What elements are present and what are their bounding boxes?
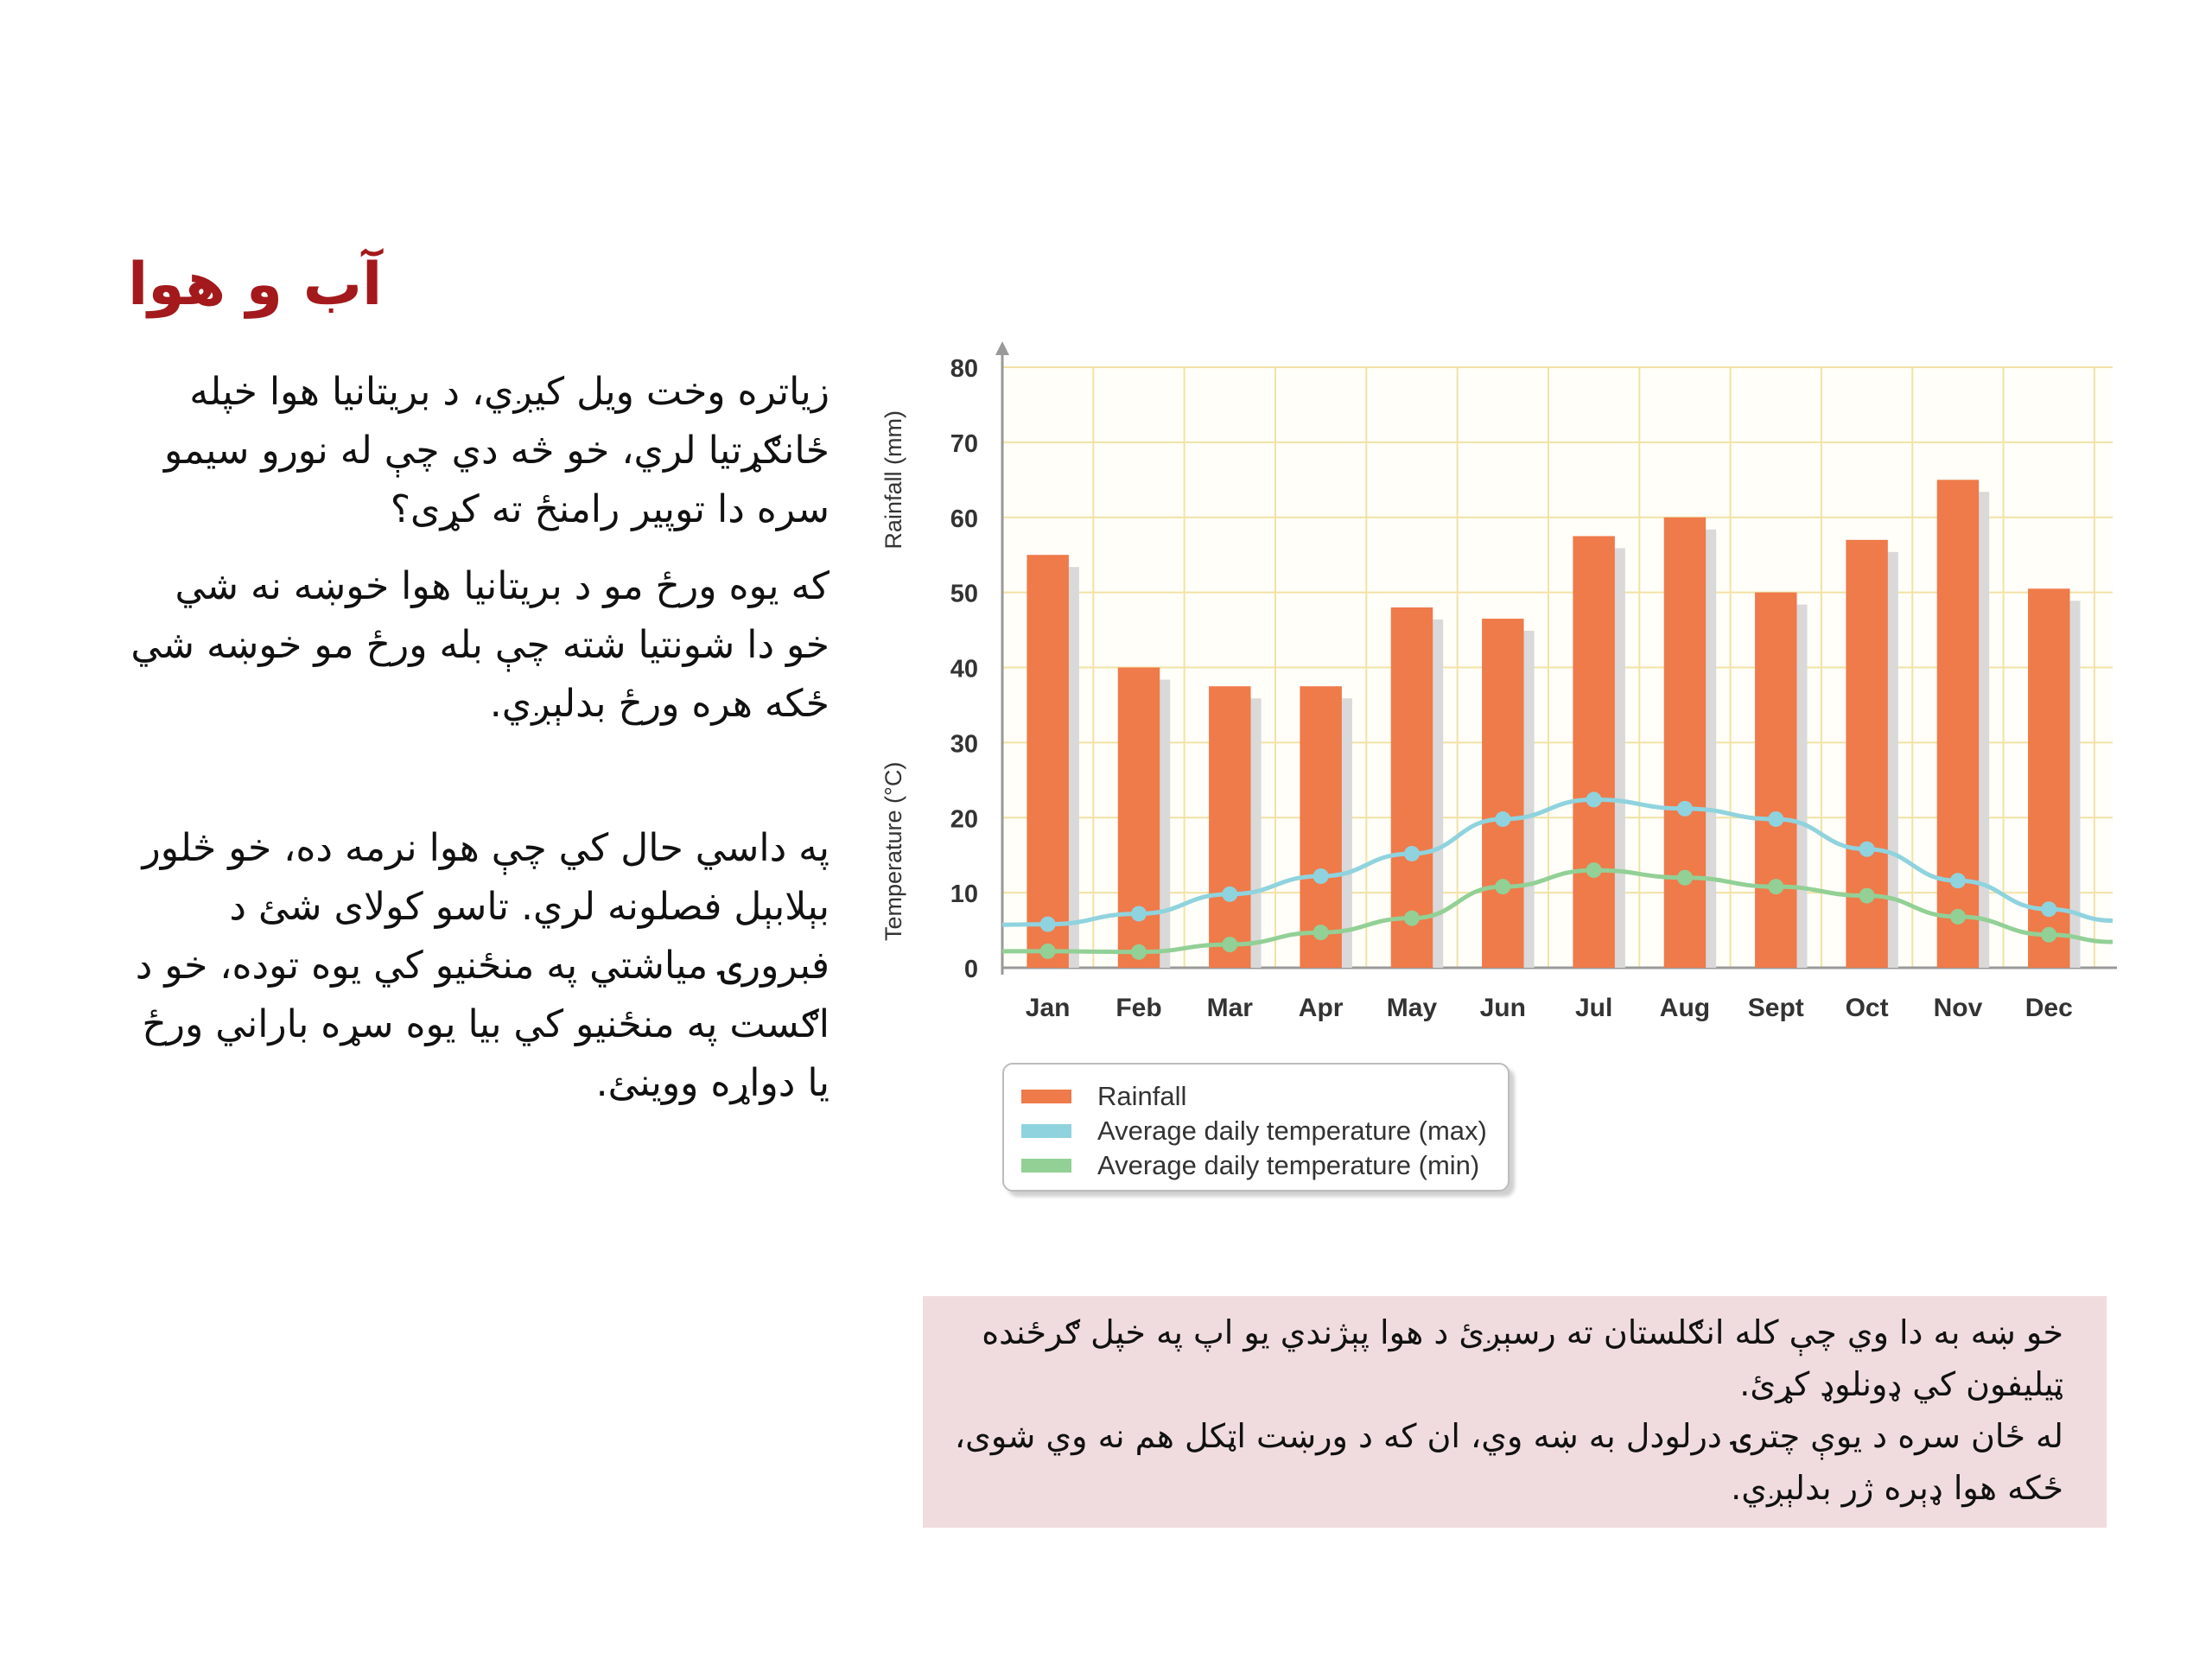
point-temp-min [1859,888,1875,904]
x-tick-label: Mar [1206,994,1253,1022]
y-tick-label: 10 [950,880,978,909]
seasons-paragraph [130,819,830,1113]
point-temp-max [1040,917,1056,932]
legend-swatch-temp-max [1021,1124,1071,1138]
y-tick-label: 40 [950,655,978,683]
point-temp-max [1768,811,1783,827]
legend-swatch-temp-min [1021,1159,1071,1173]
x-tick-label: Feb [1116,994,1162,1022]
y-axis-arrow [995,341,1009,355]
travel-tip-text [949,1306,2063,1514]
bar-rainfall [1846,540,1887,968]
x-tick-label: Jun [1479,994,1526,1022]
x-tick-label: Jul [1574,994,1613,1022]
x-tick-label: May [1386,994,1438,1022]
y-tick-label: 80 [950,355,978,383]
x-tick-label: Apr [1298,994,1344,1022]
point-temp-max [1677,801,1693,817]
bar-rainfall [1209,686,1250,968]
y-tick-label: 50 [950,580,978,608]
point-temp-max [1950,873,1966,888]
x-tick-label: Dec [2024,994,2073,1022]
bar-rainfall [1937,480,1979,968]
intro-text: زیاتره وخت ویل کیږي، د بریتانیا هوا خپله ځانګړتیا لري، خو څه دي چې له نورو سیمو سره دا توپیر رامنځ ته کړی؟ [164,370,830,531]
point-temp-min [1495,879,1510,894]
daily-change-paragraph [130,557,830,734]
legend-label-rainfall: Rainfall [1097,1081,1187,1111]
point-temp-min [1768,879,1783,894]
point-temp-min [1950,909,1966,925]
point-temp-max [1859,842,1875,857]
y-tick-label: 70 [950,429,978,458]
x-tick-label: Sept [1747,994,1804,1022]
y-tick-label: 30 [950,730,978,759]
intro-paragraph [130,363,830,539]
daily-change-text: که یوه ورځ مو د بریتانیا هوا خوښه نه شي خو دا شونتیا شته چې بله ورځ مو خوښه شي ځکه هره ورځ بدلېږي. [130,564,830,726]
x-tick-label: Aug [1659,994,1711,1022]
bar-rainfall [1027,555,1068,968]
y-tick-label: 60 [950,505,978,533]
y-tick-label: 20 [950,805,978,834]
bar-rainfall [1664,518,1706,968]
point-temp-min [1222,937,1237,952]
point-temp-max [1131,906,1147,921]
legend-swatch-rainfall [1021,1090,1071,1103]
bar-rainfall [1118,668,1160,969]
point-temp-min [1040,944,1056,959]
point-temp-min [1586,862,1602,878]
point-temp-min [1313,925,1329,940]
legend-item-temp-min [1021,1151,1479,1180]
chart-legend [1002,1063,1510,1192]
legend-label-temp-min: Average daily temperature (min) [1097,1150,1480,1180]
y-axis-title-rainfall: Rainfall (mm) [880,410,906,550]
point-temp-max [1586,791,1602,807]
legend-label-temp-max: Average daily temperature (max) [1097,1116,1487,1146]
tip-umbrella: له ځان سره د یوې چترۍ درلودل به ښه وي، ان که د ورښت اټکل هم نه وي شوی، ځکه هوا ډېره ژر بدلېږي. [954,1417,2063,1507]
point-temp-max [1495,811,1510,827]
bar-rainfall [1755,593,1796,968]
x-tick-label: Oct [1845,994,1889,1022]
point-temp-min [1131,944,1147,960]
point-temp-min [1404,911,1420,926]
y-axis-title-temperature: Temperature (°C) [880,761,906,942]
climate-chart [873,341,2117,1024]
bar-rainfall [1573,536,1614,968]
y-tick-label: 0 [963,956,978,983]
point-temp-min [2041,927,2056,943]
bar-rainfall [1482,619,1523,968]
x-tick-label: Jan [1025,994,1071,1022]
point-temp-max [2041,901,2056,917]
x-tick-label: Nov [1933,994,1983,1022]
tip-weather-app: خو ښه به دا وي چې کله انګلستان ته رسېږئ د هوا پېژندي یو اپ په خپل ګرځنده ټیلیفون کي ډونلوډ کړئ. [982,1313,2063,1403]
point-temp-max [1313,868,1329,884]
page-title: آب و هوا [128,251,383,319]
travel-tip-box [923,1296,2107,1528]
legend-item-temp-max [1021,1116,1487,1146]
point-temp-min [1677,870,1693,886]
legend-item-rainfall [1021,1082,1186,1111]
seasons-text: په داسي حال کي چې هوا نرمه ده، خو څلور بېلابېل فصلونه لري. تاسو کولای شئ د فبرورۍ میاشتي په منځنیو کي یوه توده، خو د اګست په منځنیو کي بیا یوه سړه باراني ورځ یا دواړه ووینئ. [135,826,830,1105]
point-temp-max [1404,846,1420,861]
point-temp-max [1222,887,1237,902]
